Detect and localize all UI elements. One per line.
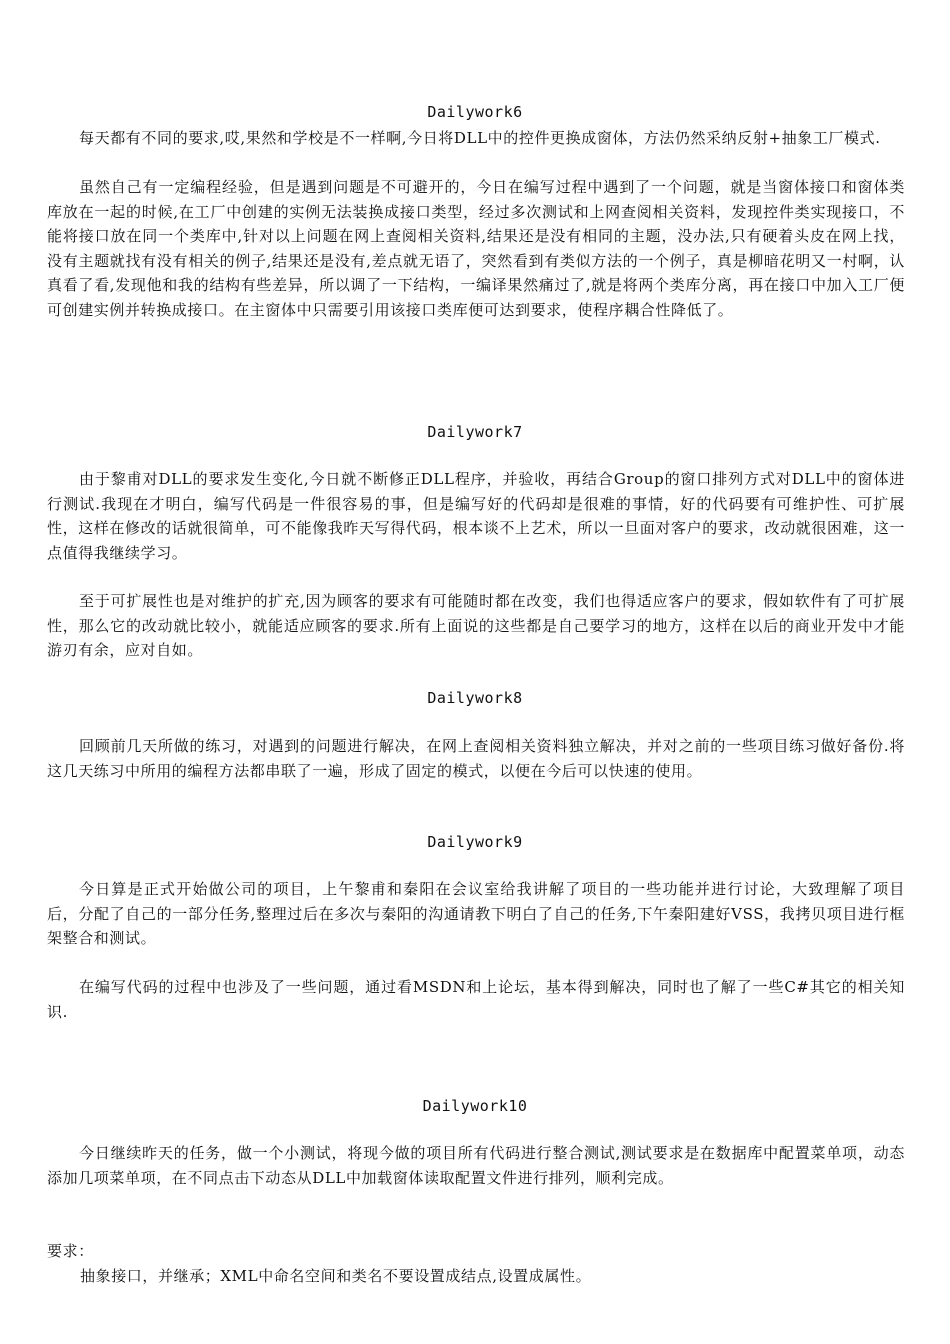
section-title-dailywork6: Dailywork6 [427, 103, 523, 121]
paragraph: 每天都有不同的要求,哎,果然和学校是不一样啊,今日将DLL中的控件更换成窗体，方法仍然采纳反射+抽象工厂模式. [79, 129, 881, 147]
paragraph: 至于可扩展性也是对维护的扩充,因为顾客的要求有可能随时都在改变，我们也得适应客户的要求，假如软件有了可扩展性，那么它的改动就比较小，就能适应顾客的要求.所有上面说的这些都是自己要学习的地方，这样在以后的商业开发中才能游刃有余，应对自如。 [47, 592, 905, 659]
paragraph: 由于黎甫对DLL的要求发生变化,今日就不断修正DLL程序，并验收，再结合Group的窗口排列方式对DLL中的窗体进行测试.我现在才明白，编写代码是一件很容易的事，但是编写好的代码却是很难的事情，好的代码要有可维护性、可扩展性，这样在修改的话就很简单，可不能像我昨天写得代码，根本谈不上艺术，所以一旦面对客户的要求，改动就很困难，这一点值得我继续学习。 [47, 470, 906, 562]
section-title-dailywork10: Dailywork10 [422, 1097, 528, 1115]
paragraph: 今日算是正式开始做公司的项目，上午黎甫和秦阳在会议室给我讲解了项目的一些功能并进行讨论，大致理解了项目后，分配了自己的一部分任务,整理过后在多次与秦阳的沟通请教下明白了自己的任务,下午秦阳建好VSS，我拷贝项目进行框架整合和测试。 [47, 880, 905, 947]
section-title-dailywork7: Dailywork7 [427, 423, 523, 441]
section-title-dailywork9: Dailywork9 [427, 833, 523, 851]
paragraph: 虽然自己有一定编程经验，但是遇到问题是不可避开的，今日在编写过程中遇到了一个问题，就是当窗体接口和窗体类库放在一起的时候,在工厂中创建的实例无法装换成接口类型，经过多次测试和上网查阅相关资料，发现控件类实现接口，不能将接口放在同一个类库中,针对以上问题在网上查阅相关资料,结果还是没有相同的主题，没办法,只有硬着头皮在网上找，没有主题就找有没有相关的例子,结果还是没有,差点就无语了，突然看到有类似方法的一个例子，真是柳暗花明又一村啊，认真看了看,发现他和我的结构有些差异，所以调了一下结构，一编译果然痛过了,就是将两个类库分离，再在接口中加入工厂便可创建实例并转换成接口。在主窗体中只需要引用该接口类库便可达到要求，使程序耦合性降低了。 [47, 178, 905, 319]
section-title-dailywork8: Dailywork8 [427, 689, 523, 707]
requirements-item: 抽象接口，并继承；XML中命名空间和类名不要设置成结点,设置成属性。 [80, 1267, 592, 1285]
paragraph: 在编写代码的过程中也涉及了一些问题，通过看MSDN和上论坛，基本得到解决，同时也了解了一些C#其它的相关知识. [47, 978, 905, 1021]
paragraph: 今日继续昨天的任务，做一个小测试，将现今做的项目所有代码进行整合测试,测试要求是在数据库中配置菜单项，动态添加几项菜单项，在不同点击下动态从DLL中加载窗体读取配置文件进行排列，顺利完成。 [47, 1144, 905, 1187]
paragraph: 回顾前几天所做的练习，对遇到的问题进行解决，在网上查阅相关资料独立解决，并对之前的一些项目练习做好备份.将这几天练习中所用的编程方法都串联了一遍，形成了固定的模式，以便在今后可以快速的使用。 [47, 737, 905, 780]
requirements-label: 要求： [47, 1242, 94, 1260]
